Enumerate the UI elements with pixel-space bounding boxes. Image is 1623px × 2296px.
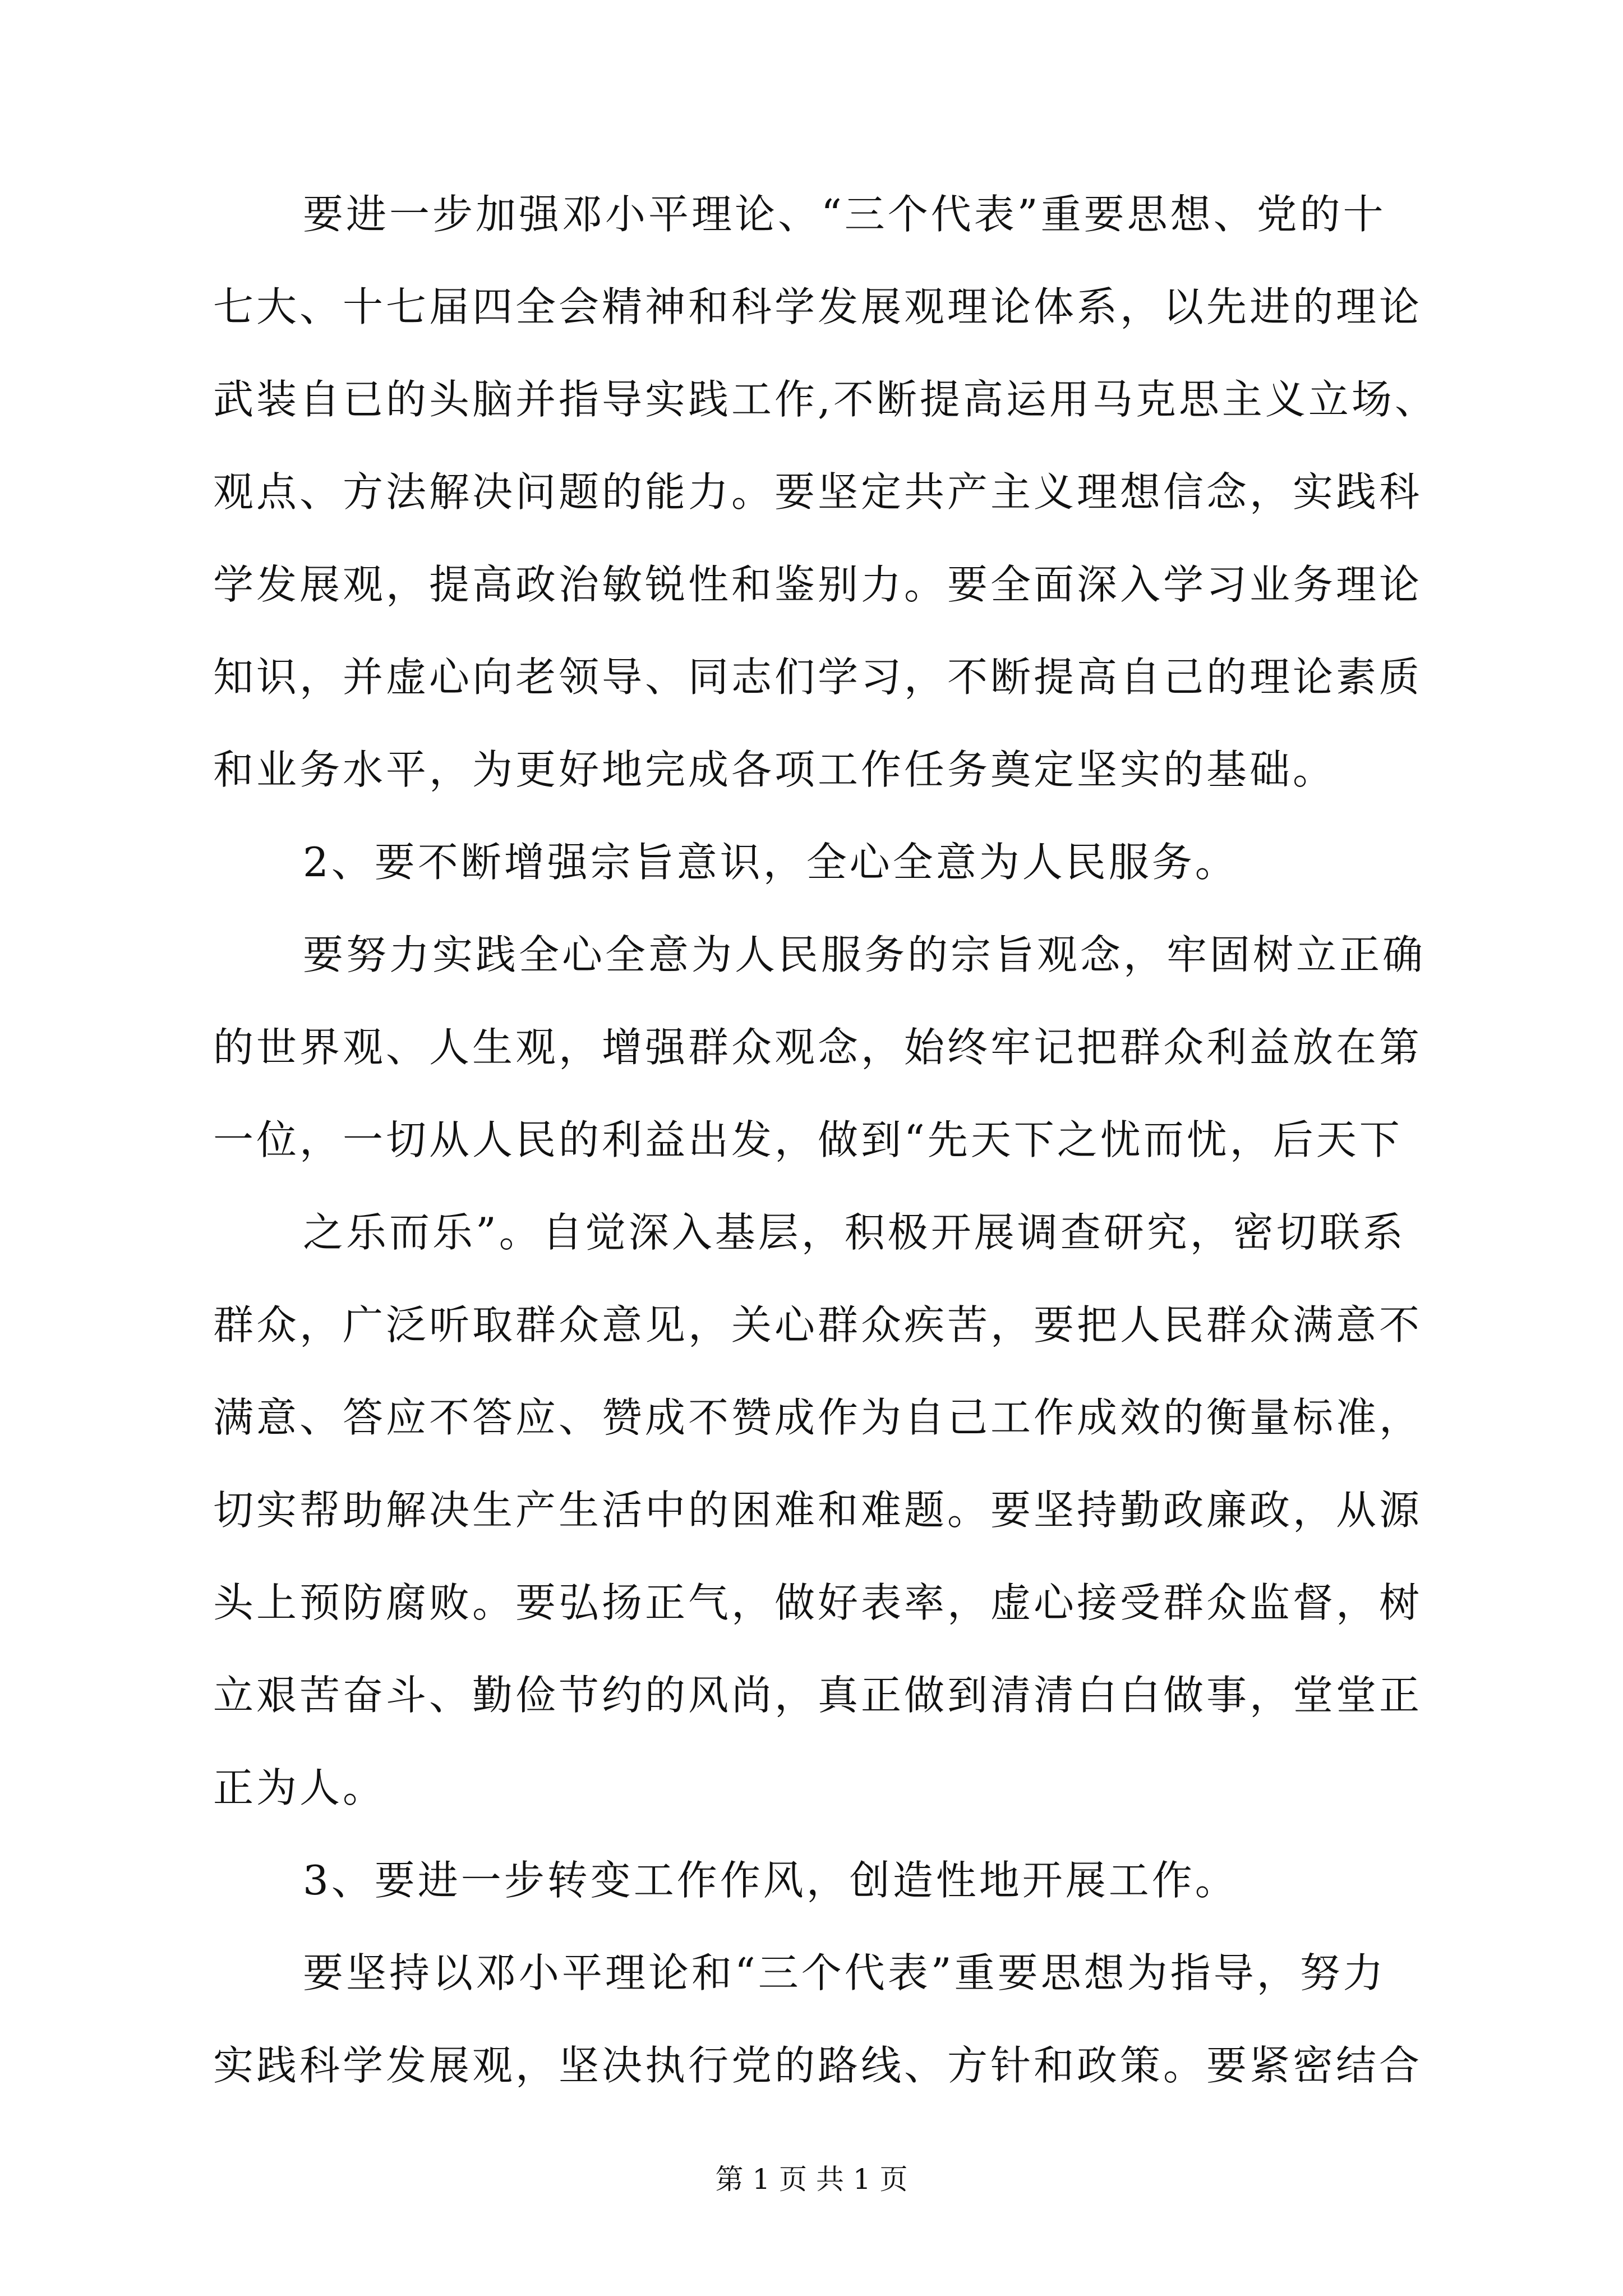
section-heading: 3、要进一步转变工作作风，创造性地开展工作。: [303, 1857, 1238, 1904]
section-heading: 2、要不断增强宗旨意识，全心全意为人民服务。: [303, 839, 1238, 886]
paragraph-line: 一位，一切从人民的利益出发，做到“先天下之忧而忧，后天下: [213, 1116, 1403, 1163]
paragraph-line: 立艰苦奋斗、勤俭节约的风尚，真正做到清清白白做事，堂堂正: [213, 1672, 1423, 1719]
paragraph-line: 正为人。: [213, 1764, 386, 1811]
paragraph-line: 武装自已的头脑并指导实践工作,不断提高运用马克思主义立场、: [213, 376, 1438, 423]
paragraph-line: 学发展观，提高政治敏锐性和鉴别力。要全面深入学习业务理论: [213, 561, 1423, 608]
paragraph-line: 七大、十七届四全会精神和科学发展观理论体系，以先进的理论: [213, 283, 1423, 330]
page-footer: 第 1 页 共 1 页: [715, 2163, 908, 2196]
paragraph-line: 要进一步加强邓小平理论、“三个代表”重要思想、党的十: [303, 191, 1386, 238]
paragraph-line: 之乐而乐”。自觉深入基层，积极开展调查研究，密切联系: [303, 1209, 1406, 1256]
paragraph-line: 知识，并虚心向老领导、同志们学习，不断提高自己的理论素质: [213, 654, 1423, 701]
paragraph-line: 满意、答应不答应、赞成不赞成作为自己工作成效的衡量标准，: [213, 1394, 1423, 1441]
paragraph-line: 实践科学发展观，坚决执行党的路线、方针和政策。要紧密结合: [213, 2042, 1423, 2089]
paragraph-line: 和业务水平，为更好地完成各项工作任务奠定坚实的基础。: [213, 746, 1336, 793]
paragraph-line: 的世界观、人生观，增强群众观念，始终牢记把群众利益放在第: [213, 1024, 1423, 1071]
paragraph-line: 群众，广泛听取群众意见，关心群众疾苦，要把人民群众满意不: [213, 1301, 1423, 1349]
paragraph-line: 要努力实践全心全意为人民服务的宗旨观念，牢固树立正确: [303, 931, 1426, 978]
paragraph-line: 切实帮助解决生产生活中的困难和难题。要坚持勤政廉政，从源: [213, 1487, 1423, 1534]
paragraph-line: 头上预防腐败。要弘扬正气，做好表率，虚心接受群众监督，树: [213, 1579, 1423, 1626]
paragraph-line: 要坚持以邓小平理论和“三个代表”重要思想为指导，努力: [303, 1949, 1386, 1996]
paragraph-line: 观点、方法解决问题的能力。要坚定共产主义理想信念，实践科: [213, 468, 1423, 516]
